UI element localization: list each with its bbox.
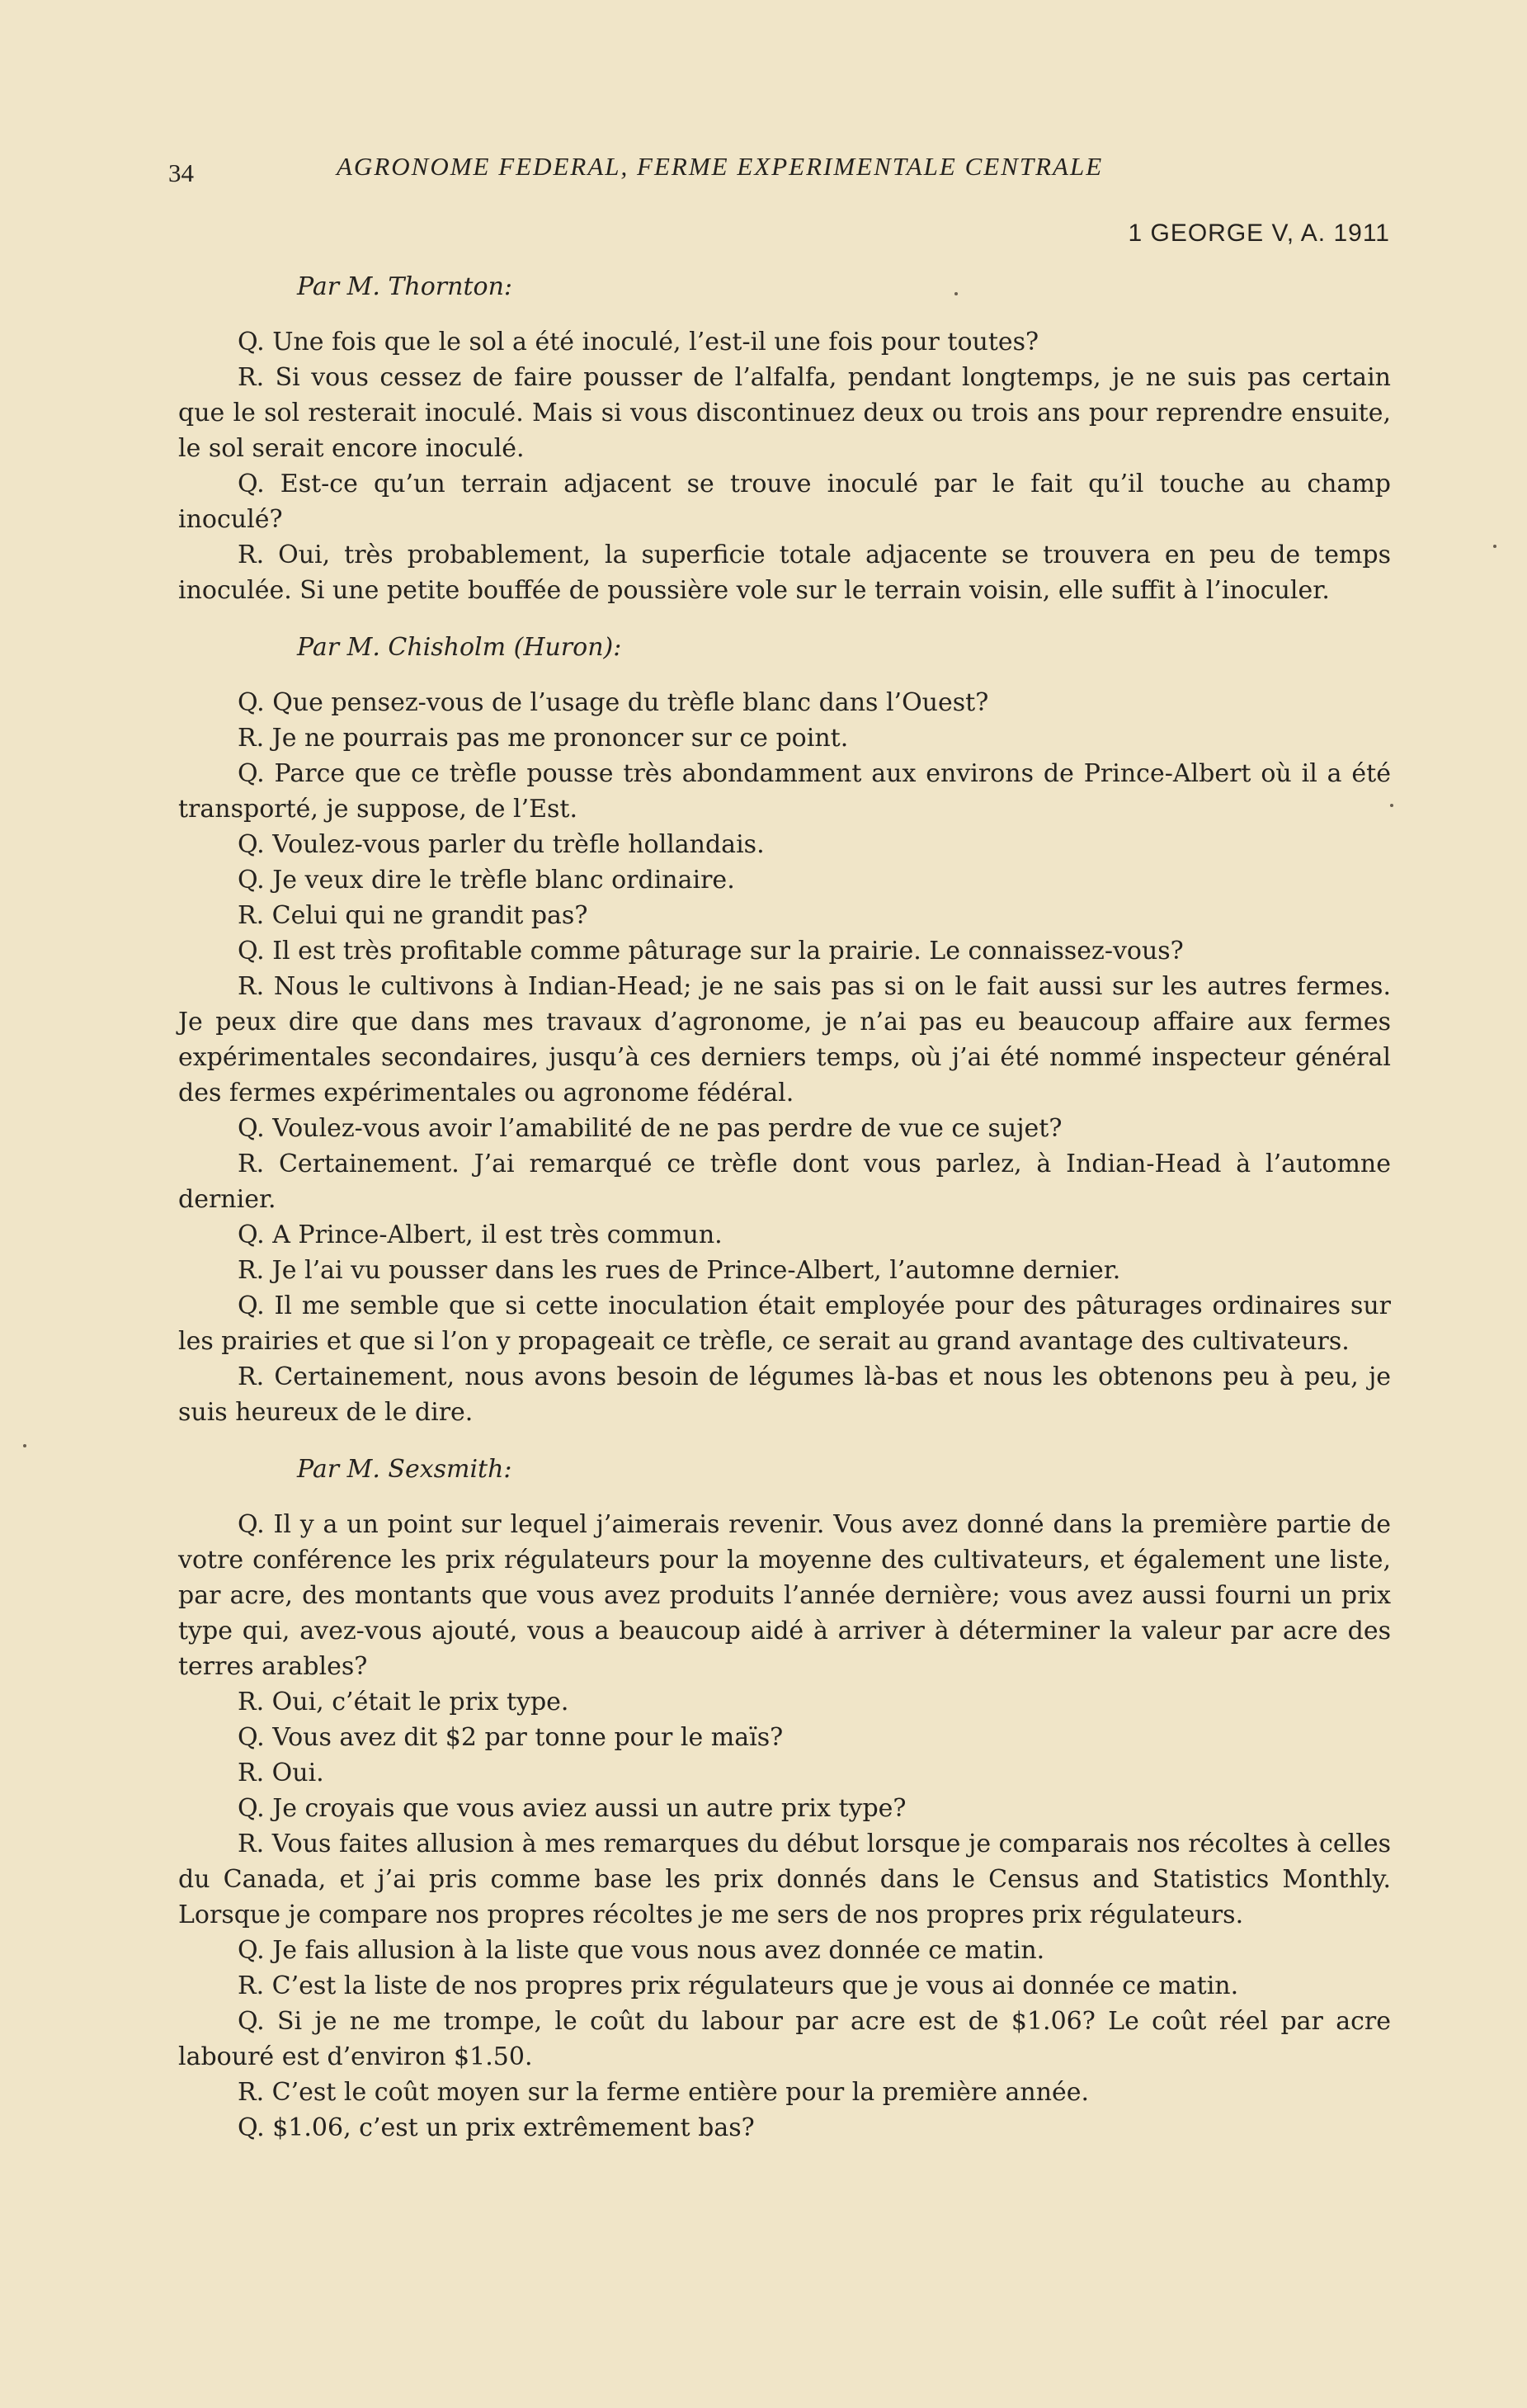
dialogue-paragraph xyxy=(178,1933,1391,1968)
dialogue-paragraph xyxy=(178,862,1391,898)
speaker-label: Q. xyxy=(238,2007,265,2036)
speaker-label: Q. xyxy=(238,1221,265,1249)
speaker-label: Q. xyxy=(238,1510,265,1539)
paragraph-text: A Prince-Albert, il est très commun. xyxy=(272,1221,723,1249)
paragraph-text: Je ne pourrais pas me prononcer sur ce point. xyxy=(271,724,849,753)
page-number: 34 xyxy=(168,158,194,187)
paragraph-text: Si vous cessez de faire pousser de l’alfalfa, pendant longtemps, je ne suis pas certain que le sol resterait inoculé. Mais si vous discontinuez deux ou trois ans pour reprendre ensuite, le sol serait encore inoculé. xyxy=(178,363,1391,463)
paragraph-text: Si je ne me trompe, le coût du labour par acre est de $1.06? Le coût réel par acre labouré est d’environ $1.50. xyxy=(178,2007,1391,2071)
dialogue-paragraph xyxy=(178,537,1391,608)
paragraph-text: Une fois que le sol a été inoculé, l’est-il une fois pour toutes? xyxy=(272,328,1039,356)
speaker-heading: Par M. Sexsmith: xyxy=(297,1455,512,1484)
dialogue-paragraph xyxy=(178,1507,1391,1684)
dialogue-paragraph xyxy=(178,2075,1391,2110)
speaker-label: Q. xyxy=(238,1723,265,1752)
dialogue-paragraph xyxy=(178,1146,1391,1217)
paragraph-text: Celui qui ne grandit pas? xyxy=(271,901,588,930)
dialogue-paragraph xyxy=(178,933,1391,969)
dialogue-paragraph xyxy=(178,2110,1391,2146)
speaker-label: Q. xyxy=(238,830,265,859)
speaker-label: Q. xyxy=(238,2113,265,2142)
speaker-label: Q. xyxy=(238,1936,265,1965)
paragraph-text: Je croyais que vous aviez aussi un autre prix type? xyxy=(272,1794,907,1823)
dialogue-paragraph xyxy=(178,1826,1391,1933)
dialogue-paragraph xyxy=(178,827,1391,862)
speaker-label: Q. xyxy=(238,937,265,966)
dialogue-paragraph xyxy=(178,360,1391,466)
speaker-heading: Par M. Thornton: xyxy=(297,272,512,301)
paragraph-text: Il y a un point sur lequel j’aimerais revenir. Vous avez donné dans la première partie de votre conférence les prix régulateurs pour la moyenne des cultivateurs, et également une liste, par acre, des montants que vous avez produits l’année dernière; vous avez aussi fourni un prix type qui, avez-vous ajouté, vous a beaucoup aidé à arriver à déterminer la valeur par acre des terres arables? xyxy=(178,1510,1392,1681)
dialogue-paragraph xyxy=(178,1755,1391,1791)
paragraph-text: Oui, c’était le prix type. xyxy=(271,1688,569,1716)
paragraph-text: Oui, très probablement, la superficie totale adjacente se trouvera en peu de temps inoculée. Si une petite bouffée de poussière vole sur le terrain voisin, elle suffit à l’inoculer. xyxy=(178,541,1391,605)
dialogue-paragraph xyxy=(178,685,1391,720)
dialogue-paragraph xyxy=(178,1359,1391,1430)
dialogue-paragraph xyxy=(178,2004,1391,2075)
paragraph-text: Nous le cultivons à Indian-Head; je ne sais pas si on le fait aussi sur les autres fermes. Je peux dire que dans mes travaux d’agronome, je n’ai pas eu beaucoup affaire aux fermes expérimentales secondaires, jusqu’à ces derniers temps, où j’ai été nommé inspecteur général des fermes expérimentales ou agronome fédéral. xyxy=(178,972,1391,1107)
dialogue-paragraph xyxy=(178,1217,1391,1253)
speaker-label: R. xyxy=(238,724,265,753)
paragraph-text: $1.06, c’est un prix extrêmement bas? xyxy=(272,2113,755,2142)
paragraph-text: Je l’ai vu pousser dans les rues de Prince-Albert, l’automne dernier. xyxy=(271,1256,1121,1285)
speaker-label: Q. xyxy=(238,328,265,356)
dialogue-paragraph xyxy=(178,1288,1391,1359)
paragraph-text: Vous avez dit $2 par tonne pour le maïs? xyxy=(272,1723,784,1752)
paragraph-text: Voulez-vous avoir l’amabilité de ne pas perdre de vue ce sujet? xyxy=(272,1114,1063,1143)
paragraph-text: C’est la liste de nos propres prix régulateurs que je vous ai donnée ce matin. xyxy=(271,1971,1239,2000)
speaker-label: R. xyxy=(238,2078,265,2107)
session-header: 1 GEORGE V, A. 1911 xyxy=(1128,220,1390,247)
paragraph-text: Voulez-vous parler du trèfle hollandais. xyxy=(272,830,765,859)
dialogue-paragraph xyxy=(178,1684,1391,1720)
paragraph-text: Vous faites allusion à mes remarques du début lorsque je comparais nos récoltes à celles du Canada, et j’ai pris comme base les prix donnés dans le Census and Statistics Monthly. Lorsque je compare nos propres récoltes je me sers de nos propres prix régulateurs. xyxy=(178,1830,1392,1929)
dialogue-paragraph xyxy=(178,1720,1391,1755)
speaker-label: R. xyxy=(238,901,265,930)
paragraph-text: Est-ce qu’un terrain adjacent se trouve inoculé par le fait qu’il touche au champ inoculé? xyxy=(178,470,1391,534)
paragraph-text: Je fais allusion à la liste que vous nous avez donnée ce matin. xyxy=(272,1936,1045,1965)
running-head: AGRONOME FEDERAL, FERME EXPERIMENTALE CENTRALE xyxy=(337,152,1104,181)
speaker-label: Q. xyxy=(238,759,265,788)
speaker-label: R. xyxy=(238,1759,265,1787)
speaker-label: R. xyxy=(238,1362,265,1391)
dialogue-paragraph xyxy=(178,720,1391,756)
dialogue-paragraph xyxy=(178,1111,1391,1146)
document-body xyxy=(178,269,1391,2146)
speaker-label: Q. xyxy=(238,1794,265,1823)
speaker-label: Q. xyxy=(238,470,265,498)
dialogue-paragraph xyxy=(178,756,1391,827)
paragraph-text: Parce que ce trèfle pousse très abondamment aux environs de Prince-Albert où il a été transporté, je suppose, de l’Est. xyxy=(178,759,1391,824)
paper-speck xyxy=(1493,545,1496,548)
speaker-label: Q. xyxy=(238,1291,265,1320)
paper-speck xyxy=(954,292,958,295)
paragraph-text: Que pensez-vous de l’usage du trèfle blanc dans l’Ouest? xyxy=(272,688,989,717)
speaker-label: Q. xyxy=(238,1114,265,1143)
paragraph-text: C’est le coût moyen sur la ferme entière pour la première année. xyxy=(271,2078,1090,2107)
speaker-label: R. xyxy=(238,1688,265,1716)
paragraph-text: Certainement. J’ai remarqué ce trèfle dont vous parlez, à Indian-Head à l’automne dernier. xyxy=(178,1150,1391,1214)
dialogue-paragraph xyxy=(178,898,1391,933)
dialogue-paragraph xyxy=(178,324,1391,360)
speaker-label: R. xyxy=(238,1256,265,1285)
speaker-label: R. xyxy=(238,1150,265,1178)
paper-speck xyxy=(1390,804,1393,807)
speaker-label: Q. xyxy=(238,866,265,895)
dialogue-paragraph xyxy=(178,969,1391,1111)
speaker-heading: Par M. Chisholm (Huron): xyxy=(297,633,622,662)
speaker-label: R. xyxy=(238,541,265,569)
paragraph-text: Certainement, nous avons besoin de légumes là-bas et nous les obtenons peu à peu, je suis heureux de le dire. xyxy=(178,1362,1391,1427)
speaker-label: R. xyxy=(238,363,265,392)
paragraph-text: Oui. xyxy=(271,1759,324,1787)
dialogue-paragraph xyxy=(178,1253,1391,1288)
speaker-label: R. xyxy=(238,1971,265,2000)
dialogue-paragraph xyxy=(178,1791,1391,1826)
paragraph-text: Je veux dire le trèfle blanc ordinaire. xyxy=(272,866,735,895)
paragraph-text: Il est très profitable comme pâturage sur la prairie. Le connaissez-vous? xyxy=(272,937,1184,966)
paragraph-text: Il me semble que si cette inoculation était employée pour des pâturages ordinaires sur les prairies et que si l’on y propageait ce trèfle, ce serait au grand avantage des cultivateurs. xyxy=(178,1291,1392,1356)
paper-speck xyxy=(23,1444,26,1447)
dialogue-paragraph xyxy=(178,1968,1391,2004)
dialogue-paragraph xyxy=(178,466,1391,537)
speaker-label: R. xyxy=(238,972,265,1001)
speaker-label: Q. xyxy=(238,688,265,717)
speaker-label: R. xyxy=(238,1830,265,1858)
